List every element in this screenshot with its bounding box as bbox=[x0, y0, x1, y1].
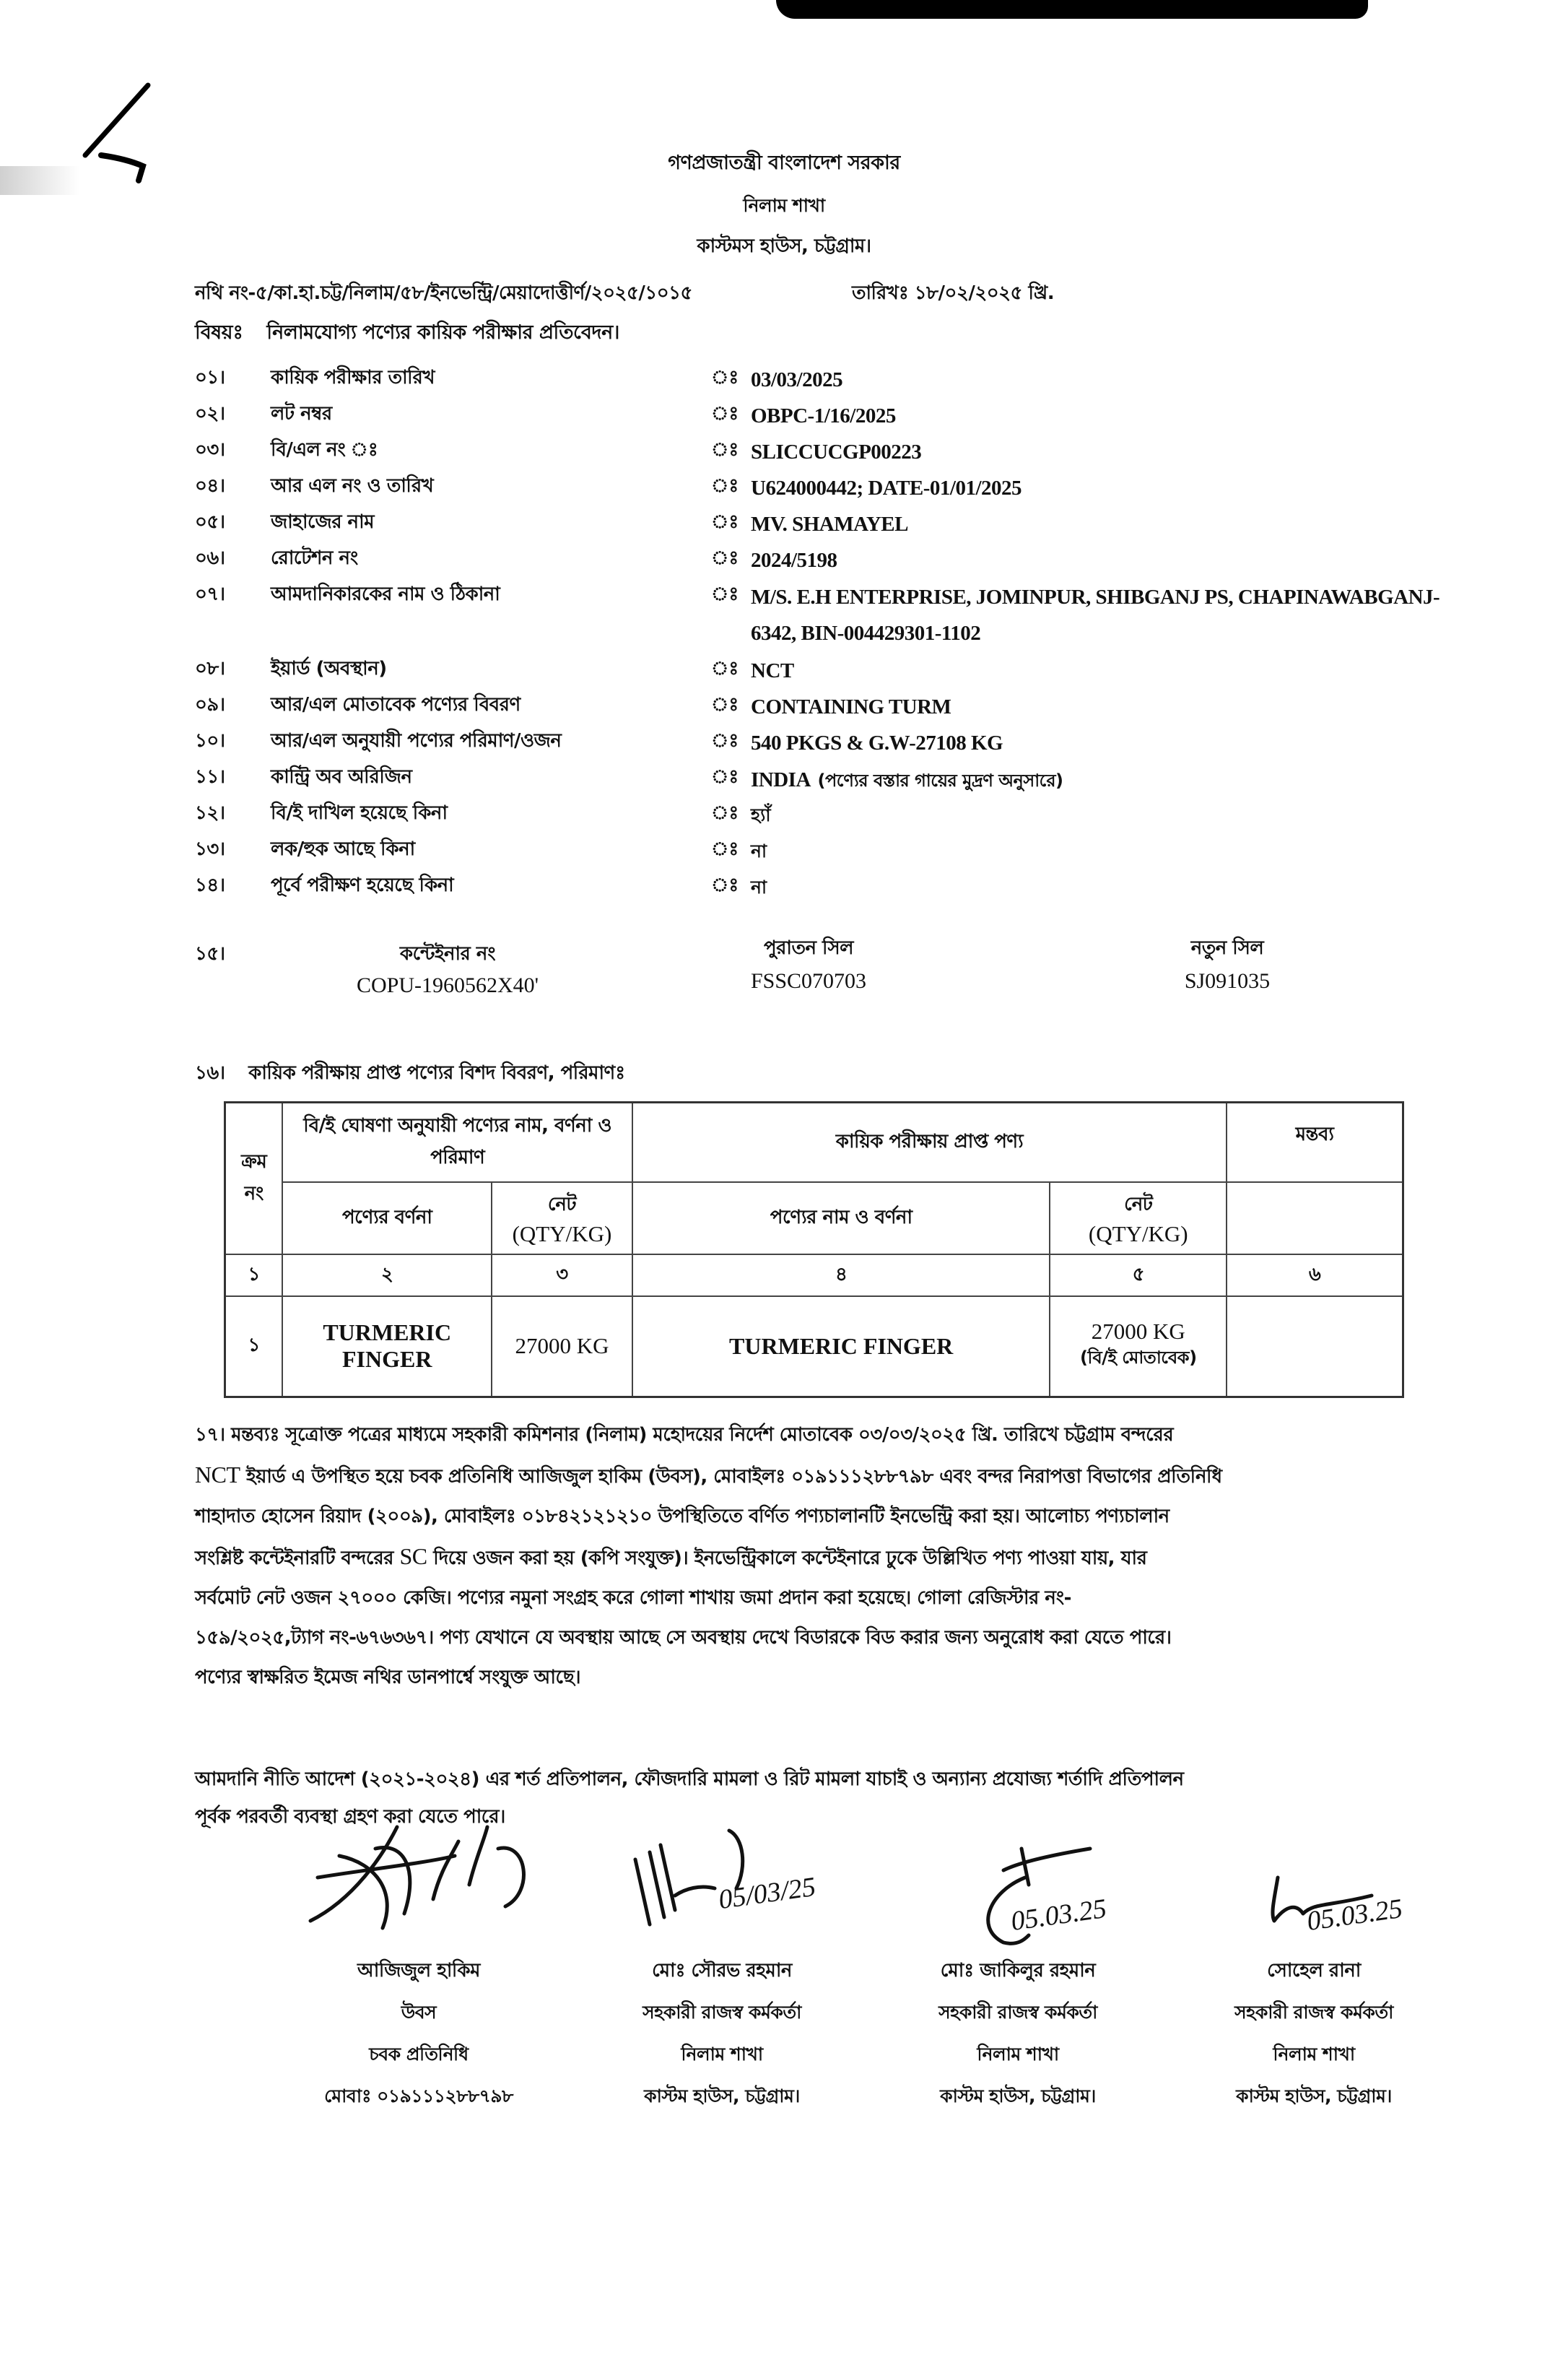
field-colon: ঃ bbox=[711, 730, 739, 752]
field-number: ০৫। bbox=[195, 511, 225, 533]
remarks-header: মন্তব্য bbox=[1227, 1103, 1403, 1182]
para-line bbox=[195, 1455, 1422, 1497]
section-17-number: ১৭। bbox=[195, 1424, 225, 1446]
field-value: M/S. E.H ENTERPRISE, JOMINPUR, SHIBGANJ PS, CHAPINAWABGANJ-6342, BIN-004429301-1102 bbox=[751, 586, 1440, 645]
field-label: লট নম্বর bbox=[271, 403, 332, 425]
row-remarks bbox=[1227, 1296, 1403, 1397]
signatory-name: সোহেল রানা bbox=[1267, 1960, 1361, 1981]
field-value bbox=[751, 762, 1444, 798]
para-line bbox=[195, 1415, 1422, 1455]
field-number: ১১। bbox=[195, 766, 225, 788]
container-number: COPU-1960562X40' bbox=[356, 973, 539, 997]
yard-code: NCT bbox=[195, 1462, 240, 1488]
para-text: শাহাদাত হোসেন রিয়াদ (২০০৯), মোবাইলঃ ০১৮৪২১২১২১০ উপস্থিতিতে বর্ণিত পণ্যচালানটি ইনভেন্ট্রি করা হয়। আলোচ্য পণ্যচালান bbox=[195, 1506, 1170, 1527]
field-number: ০৩। bbox=[195, 439, 225, 461]
field-number: ০৮। bbox=[195, 658, 225, 680]
remarks-paragraph bbox=[195, 1415, 1422, 1698]
found-quantity-note: (বি/ই মোতাবেক) bbox=[1079, 1347, 1197, 1368]
field-colon: ঃ bbox=[711, 694, 739, 716]
signatory-designation: সহকারী রাজস্ব কর্মকর্তা bbox=[643, 2002, 801, 2023]
old-seal-header: পুরাতন সিল bbox=[763, 937, 854, 959]
field-row bbox=[195, 690, 1437, 726]
field-value: না bbox=[751, 877, 767, 898]
para-text: দিয়ে ওজন করা হয় (কপি সংযুক্ত)। ইনভেন্ট্রিকালে কন্টেইনারে ঢুকে উল্লিখিত পণ্য পাওয়া যায়, যার bbox=[433, 1548, 1147, 1569]
declared-qty-header bbox=[492, 1182, 632, 1254]
field-label: বি/এল নং ঃ bbox=[271, 439, 378, 461]
qty-unit-label: (QTY/KG) bbox=[1088, 1220, 1188, 1246]
field-colon: ঃ bbox=[711, 439, 739, 461]
field-colon: ঃ bbox=[711, 367, 739, 389]
subject-label: বিষয়ঃ bbox=[195, 321, 243, 344]
signatory-4 bbox=[1162, 1950, 1465, 2117]
field-number: ০৯। bbox=[195, 694, 225, 716]
container-number-header: কন্টেইনার নং bbox=[399, 943, 496, 965]
old-seal: FSSC070703 bbox=[750, 969, 867, 993]
section-16-number: ১৬। bbox=[195, 1062, 225, 1084]
signatory-branch: নিলাম শাখা bbox=[977, 2044, 1059, 2065]
column-number: ৪ bbox=[632, 1254, 1050, 1296]
field-number: ০৪। bbox=[195, 475, 225, 497]
field-label: আমদানিকারকের নাম ও ঠিকানা bbox=[271, 583, 500, 605]
field-label: কান্ট্রি অব অরিজিন bbox=[271, 766, 412, 788]
field-label: জাহাজের নাম bbox=[271, 511, 375, 533]
field-number: ০২। bbox=[195, 403, 225, 425]
signatory-designation: সহকারী রাজস্ব কর্মকর্তা bbox=[1234, 2002, 1393, 2023]
section-15-number: ১৫। bbox=[195, 943, 225, 965]
para-line bbox=[195, 1618, 1422, 1658]
para-text: ১৫৯/২০২৫,ট্যাগ নং-৬৭৬৩৬৭। পণ্য যেখানে যে অবস্থায় আছে সে অবস্থায় দেখে বিডারকে বিড করার জন্য অনুরোধ করা যেতে পারে। bbox=[195, 1627, 1172, 1649]
field-row bbox=[195, 654, 1437, 690]
field-colon: ঃ bbox=[711, 802, 739, 824]
signatory-contact: মোবাঃ ০১৯১১১২৮৮৭৯৮ bbox=[324, 2085, 513, 2106]
column-number: ২ bbox=[282, 1254, 492, 1296]
subject-text: নিলামযোগ্য পণ্যের কায়িক পরীক্ষার প্রতিবেদন। bbox=[266, 321, 619, 344]
field-row bbox=[195, 363, 1437, 399]
field-label: রোটেশন নং bbox=[271, 547, 358, 569]
field-row bbox=[195, 543, 1437, 579]
field-number: ১৩। bbox=[195, 838, 225, 860]
found-description: TURMERIC FINGER bbox=[632, 1296, 1050, 1397]
para-line bbox=[195, 1537, 1422, 1579]
signatory-1 bbox=[267, 1950, 570, 2117]
field-number: ১৪। bbox=[195, 874, 225, 896]
field-label: পূর্বে পরীক্ষণ হয়েছে কিনা bbox=[271, 874, 454, 896]
field-colon: ঃ bbox=[711, 766, 739, 788]
remarks-subheader bbox=[1227, 1182, 1403, 1254]
found-quantity bbox=[1050, 1296, 1227, 1397]
signatory-name: মোঃ সৌরভ রহমান bbox=[652, 1960, 792, 1981]
policy-line: পূর্বক পরবর্তী ব্যবস্থা গ্রহণ করা যেতে পারে। bbox=[195, 1806, 505, 1828]
column-number: ১ bbox=[225, 1254, 283, 1296]
section-16-title: কায়িক পরীক্ষায় প্রাপ্ত পণ্যের বিশদ বিবরণ, পরিমাণঃ bbox=[248, 1062, 625, 1084]
section-16 bbox=[195, 1058, 625, 1090]
signatory-name: মোঃ জাকিলুর রহমান bbox=[940, 1960, 1096, 1981]
para-text: সংশ্লিষ্ট কন্টেইনারটি বন্দরের bbox=[195, 1548, 393, 1569]
date-label: তারিখঃ bbox=[852, 282, 909, 304]
signatory-designation: সহকারী রাজস্ব কর্মকর্তা bbox=[938, 2002, 1097, 2023]
found-qty-header bbox=[1050, 1182, 1227, 1254]
field-value: 03/03/2025 bbox=[751, 368, 843, 391]
signatory-branch: নিলাম শাখা bbox=[681, 2044, 763, 2065]
found-quantity-value: 27000 KG bbox=[1091, 1319, 1185, 1345]
field-row bbox=[195, 399, 1437, 435]
declared-description: TURMERIC FINGER bbox=[282, 1296, 492, 1397]
field-value: 540 PKGS & G.W-27108 KG bbox=[751, 732, 1003, 755]
qty-unit-label: (QTY/KG) bbox=[512, 1220, 612, 1246]
row-serial: ১ bbox=[225, 1296, 283, 1397]
signatory-branch: নিলাম শাখা bbox=[1273, 2044, 1355, 2065]
field-number: ১০। bbox=[195, 730, 225, 752]
column-number: ৩ bbox=[492, 1254, 632, 1296]
field-value: হ্যাঁ bbox=[751, 804, 771, 825]
field-value: NCT bbox=[751, 659, 794, 682]
field-label: বি/ই দাখিল হয়েছে কিনা bbox=[271, 802, 448, 824]
field-colon: ঃ bbox=[711, 658, 739, 680]
table-row bbox=[225, 1296, 1403, 1397]
column-number: ৬ bbox=[1227, 1254, 1403, 1296]
para-text: মন্তব্যঃ সূত্রোক্ত পত্রের মাধ্যমে সহকারী কমিশনার (নিলাম) মহোদয়ের নির্দেশ মোতাবেক ০৩/০৩/২০২৫ খ্রি. তারিখে চট্টগ্রাম বন্দরের bbox=[231, 1424, 1174, 1446]
field-label: আর/এল অনুযায়ী পণ্যের পরিমাণ/ওজন bbox=[271, 730, 562, 752]
date-value: ১৮/০২/২০২৫ খ্রি. bbox=[914, 282, 1055, 304]
field-value: CONTAINING TURM bbox=[751, 695, 951, 719]
found-desc-header: পণ্যের নাম ও বর্ণনা bbox=[632, 1182, 1050, 1254]
para-text: ইয়ার্ড এ উপস্থিত হয়ে চবক প্রতিনিধি আজিজুল হাকিম (উবস), মোবাইলঃ ০১৯১১১২৮৮৭৯৮ এবং বন্দর নিরাপত্তা বিভাগের প্রতিনিধি bbox=[246, 1466, 1222, 1488]
column-number: ৫ bbox=[1050, 1254, 1227, 1296]
field-label: কায়িক পরীক্ষার তারিখ bbox=[271, 367, 435, 389]
found-group-header: কায়িক পরীক্ষায় প্রাপ্ত পণ্য bbox=[632, 1103, 1227, 1182]
signature-3-date: 05.03.25 bbox=[1009, 1893, 1109, 1937]
table-header-row bbox=[225, 1103, 1403, 1182]
field-value: 2024/5198 bbox=[751, 549, 837, 572]
file-number: নথি নং-৫/কা.হা.চট্ট/নিলাম/৫৮/ইনভেন্ট্রি/মেয়াদোত্তীর্ণ/২০২৫/১০১৫ bbox=[195, 282, 692, 304]
field-row bbox=[195, 507, 1437, 543]
government-title: গণপ্রজাতন্ত্রী বাংলাদেশ সরকার bbox=[668, 152, 900, 174]
field-value: না bbox=[751, 841, 767, 861]
new-seal: SJ091035 bbox=[1184, 969, 1271, 993]
subject-line bbox=[195, 318, 619, 350]
field-colon: ঃ bbox=[711, 874, 739, 896]
signature-4-date: 05.03.25 bbox=[1305, 1893, 1405, 1937]
signatory-2 bbox=[570, 1950, 874, 2117]
field-colon: ঃ bbox=[711, 583, 739, 605]
field-label: আর এল নং ও তারিখ bbox=[271, 475, 434, 497]
field-number: ০৬। bbox=[195, 547, 225, 569]
field-row bbox=[195, 579, 1440, 651]
declared-quantity: 27000 KG bbox=[492, 1296, 632, 1397]
branch-title: নিলাম শাখা bbox=[743, 195, 825, 216]
net-label: নেট bbox=[547, 1193, 577, 1215]
field-row bbox=[195, 726, 1437, 762]
field-colon: ঃ bbox=[711, 403, 739, 425]
signatory-office: কাস্টম হাউস, চট্টগ্রাম। bbox=[644, 2085, 800, 2106]
field-number: ০৭। bbox=[195, 583, 225, 605]
signatory-office: কাস্টম হাউস, চট্টগ্রাম। bbox=[1236, 2085, 1392, 2106]
scan-edge-shadow bbox=[776, 0, 1368, 19]
field-value: OBPC-1/16/2025 bbox=[751, 404, 896, 427]
field-row bbox=[195, 435, 1437, 471]
field-row bbox=[195, 471, 1437, 507]
field-colon: ঃ bbox=[711, 511, 739, 533]
inspection-table bbox=[224, 1101, 1404, 1398]
field-colon: ঃ bbox=[711, 547, 739, 569]
para-line bbox=[195, 1497, 1422, 1537]
signatory-3 bbox=[866, 1950, 1170, 2117]
field-number: ১২। bbox=[195, 802, 225, 824]
field-row bbox=[195, 834, 1437, 870]
declared-desc-header: পণ্যের বর্ণনা bbox=[282, 1182, 492, 1254]
origin-country: INDIA bbox=[751, 768, 811, 791]
para-line bbox=[195, 1579, 1422, 1618]
column-number-row bbox=[225, 1254, 1403, 1296]
signatory-office: কাস্টম হাউস, চট্টগ্রাম। bbox=[940, 2085, 1096, 2106]
reference-date bbox=[852, 278, 1054, 310]
signature-2-date: 05/03/25 bbox=[716, 1871, 818, 1916]
signatory-name: আজিজুল হাকিম bbox=[357, 1960, 480, 1981]
policy-line: আমদানি নীতি আদেশ (২০২১-২০২৪) এর শর্ত প্রতিপালন, ফৌজদারি মামলা ও রিট মামলা যাচাই ও অন্যান্য প্রযোজ্য শর্তাদি প্রতিপালন bbox=[195, 1768, 1184, 1790]
field-value: U624000442; DATE-01/01/2025 bbox=[751, 477, 1022, 500]
field-colon: ঃ bbox=[711, 475, 739, 497]
declared-group-header: বি/ই ঘোষণা অনুযায়ী পণ্যের নাম, বর্ণনা ও পরিমাণ bbox=[282, 1103, 632, 1182]
field-value: SLICCUCGP00223 bbox=[751, 440, 922, 464]
field-number: ০১। bbox=[195, 367, 225, 389]
table-subheader-row bbox=[225, 1182, 1403, 1254]
signatory-designation: উবস bbox=[401, 2002, 437, 2023]
signatory-org: চবক প্রতিনিধি bbox=[369, 2044, 469, 2065]
field-value: MV. SHAMAYEL bbox=[751, 513, 908, 536]
signature-1-icon bbox=[296, 1813, 556, 1943]
para-line bbox=[195, 1658, 1422, 1698]
para-text: সর্বমোট নেট ওজন ২৭০০০ কেজি। পণ্যের নমুনা সংগ্রহ করে গোলা শাখায় জমা প্রদান করা হয়েছে। গোলা রেজিস্টার নং- bbox=[195, 1587, 1071, 1609]
field-row bbox=[195, 798, 1437, 834]
signature-3-icon bbox=[960, 1827, 1198, 1950]
field-row bbox=[195, 870, 1437, 906]
field-label: লক/হুক আছে কিনা bbox=[271, 838, 415, 860]
scale-code: SC bbox=[399, 1543, 427, 1569]
new-seal-header: নতুন সিল bbox=[1190, 937, 1264, 959]
office-title: কাস্টমস হাউস, চট্টগ্রাম। bbox=[697, 235, 871, 257]
para-text: পণ্যের স্বাক্ষরিত ইমেজ নথির ডানপার্শ্বে সংযুক্ত আছে। bbox=[195, 1667, 581, 1688]
field-label: আর/এল মোতাবেক পণ্যের বিবরণ bbox=[271, 694, 521, 716]
field-label: ইয়ার্ড (অবস্থান) bbox=[271, 658, 387, 680]
net-label: নেট bbox=[1124, 1193, 1153, 1215]
origin-note: (পণ্যের বস্তার গায়ের মুদ্রণ অনুসারে) bbox=[817, 771, 1063, 791]
field-row bbox=[195, 762, 1437, 798]
field-colon: ঃ bbox=[711, 838, 739, 860]
serial-header: ক্রম নং bbox=[225, 1103, 283, 1254]
